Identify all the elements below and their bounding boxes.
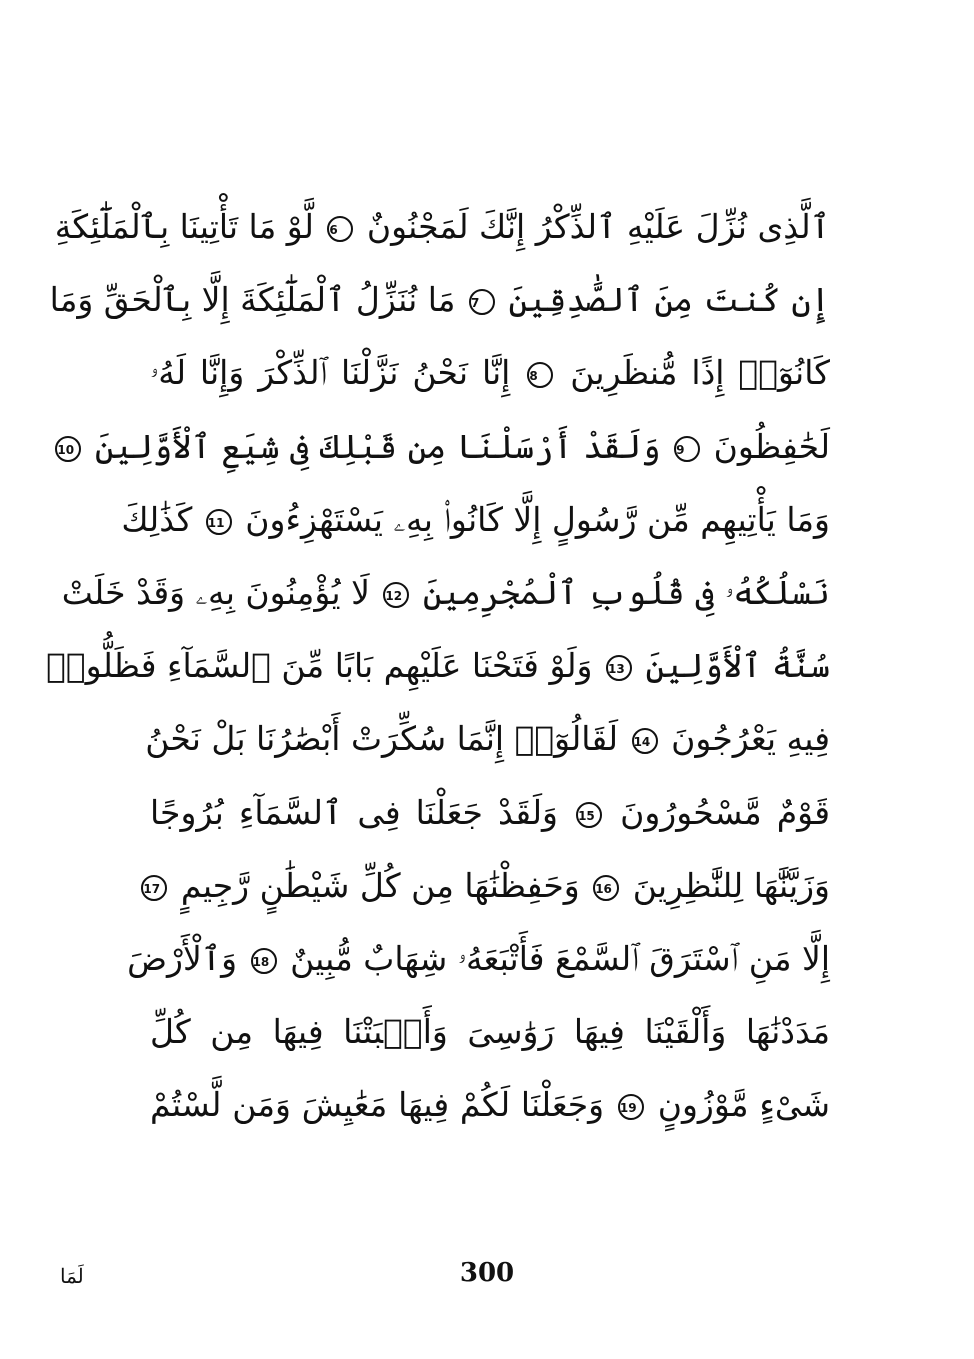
ayah-number-marker: 14 [632,728,658,754]
verse-text: وَلَقَدْ أَرْسَلْنَا مِن قَبْلِكَ فِى شِيَعِ ٱلْأَوَّلِينَ [94,426,661,466]
ayah-number-marker: 11 [206,509,232,535]
ayah-number-marker: 8 [527,362,553,388]
verse-text: إِن كُنتَ مِنَ ٱلصَّٰدِقِينَ [508,280,830,320]
verse-line [145,702,830,775]
verse-text: لَا يُؤْمِنُونَ بِهِۦ وَقَدْ خَلَتْ [61,572,370,612]
ayah-number-marker: 6 [327,216,353,242]
verse-text: كَذَٰلِكَ [121,499,193,539]
verse-line [61,556,830,629]
verse-text: لَحَٰفِظُونَ [713,426,830,466]
verse-text: سُنَّةُ ٱلْأَوَّلِينَ [645,646,830,686]
ayah-number-marker: 16 [593,875,619,901]
ayah-number-marker: 10 [55,436,81,462]
verse-line [49,263,830,336]
verse-line [150,776,830,849]
verse-text: كَانُوٓا۟ إِذًا مُّنظَرِينَ [570,353,830,393]
verse-text: وَمَا يَأْتِيهِم مِّن رَّسُولٍ إِلَّا كَانُوا۟ بِهِۦ يَسْتَهْزِءُونَ [245,499,830,539]
ayah-number-marker: 15 [576,802,602,828]
ayah-number-marker: 7 [469,289,495,315]
verse-text: قَوْمٌ مَّسْحُورُونَ [620,792,830,832]
ayah-number-marker: 18 [251,948,277,974]
verse-text: وَٱلْأَرْضَ [127,938,238,978]
verse-text: ٱلَّذِى نُزِّلَ عَلَيْهِ ٱلذِّكْرُ إِنَّكَ لَمَجْنُونٌ [366,207,830,246]
verse-text: وَلَقَدْ جَعَلْنَا فِى ٱلسَّمَآءِ بُرُوجًا [150,792,558,832]
verse-text: نَسْلُكُهُۥ فِى قُلُوبِ ٱلْمُجْرِمِينَ [422,572,830,612]
verse-text: إِنَّا نَحْنُ نَزَّلْنَا ٱلذِّكْرَ وَإِنَّا لَهُۥ [150,353,511,393]
verse-line [46,629,830,702]
ayah-number-marker: 19 [618,1094,644,1120]
verse-text: شَىْءٍ مَّوْزُونٍ [657,1085,831,1125]
verse-text: لَّوْ مَا تَأْتِينَا بِٱلْمَلَٰٓئِكَةِ [54,207,314,246]
ayah-number-marker: 12 [383,582,409,608]
verse-text: مَدَدْنَٰهَا وَأَلْقَيْنَا فِيهَا رَوَٰسِىَ وَأَنۢبَتْنَا فِيهَا مِن كُلِّ [150,1012,830,1052]
verse-line [127,922,830,995]
verse-line [150,995,830,1068]
verse-text: إِلَّا مَنِ ٱسْتَرَقَ ٱلسَّمْعَ فَأَتْبَعَهُۥ شِهَابٌ مُّبِينٌ [290,938,830,978]
verse-text: وَلَوْ فَتَحْنَا عَلَيْهِم بَابًا مِّنَ ٱلسَّمَآءِ فَظَلُّوا۟ [46,646,593,686]
verse-line [54,190,830,263]
verse-line [143,849,830,922]
ayah-number-marker: 13 [606,655,632,681]
quran-text-block [46,190,831,1141]
verse-text: مَا نُنَزِّلُ ٱلْمَلَٰٓئِكَةَ إِلَّا بِٱلْحَقِّ وَمَا [49,280,456,320]
verse-line [150,1068,830,1141]
verse-line [57,410,830,483]
verse-text: لَقَالُوٓا۟ إِنَّمَا سُكِّرَتْ أَبْصَٰرُنَا بَلْ نَحْنُ [145,719,619,759]
ayah-number-marker: 17 [141,875,167,901]
catchword: لَمَا [60,1264,84,1288]
page-number: 300 [459,1258,515,1288]
verse-text: وَجَعَلْنَا لَكُمْ فِيهَا مَعَٰيِشَ وَمَن لَّسْتُمْ [150,1085,605,1125]
ayah-number-marker: 9 [674,436,700,462]
verse-line [121,483,830,556]
verse-line [150,336,830,409]
verse-text: وَحَفِظْنَٰهَا مِن كُلِّ شَيْطَٰنٍ رَّجِيمٍ [180,865,580,905]
verse-text: وَزَيَّنَّٰهَا لِلنَّٰظِرِينَ [632,865,830,905]
verse-text: فِيهِ يَعْرُجُونَ [671,719,830,759]
